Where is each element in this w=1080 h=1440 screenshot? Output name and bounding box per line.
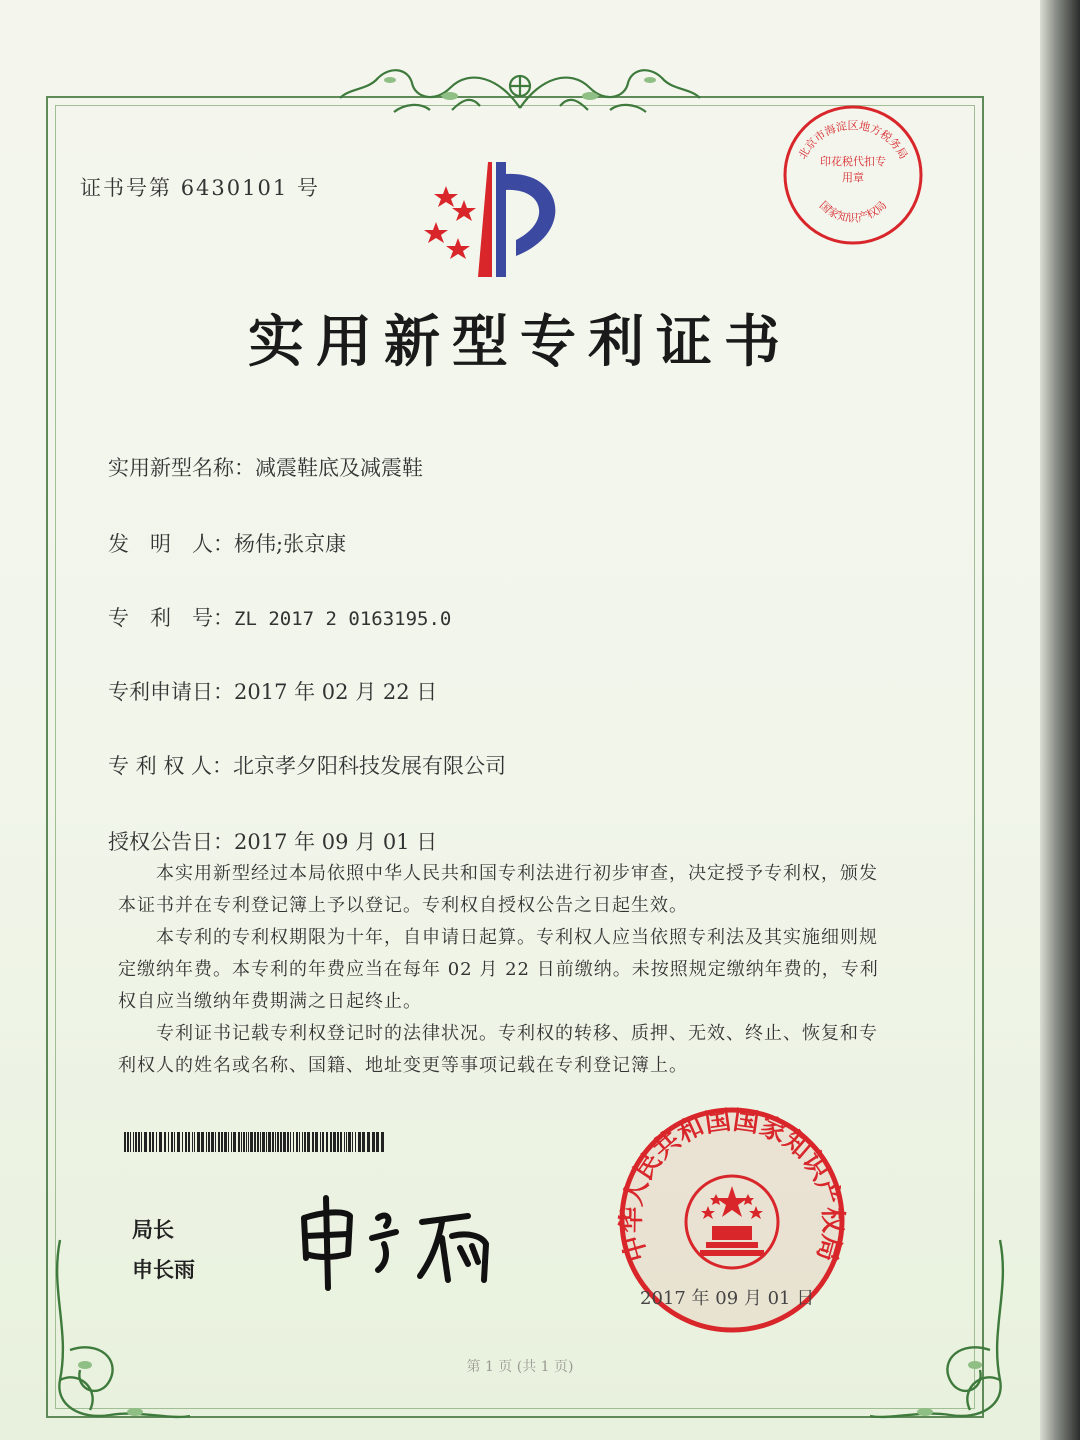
barcode-bar bbox=[159, 1132, 162, 1152]
barcode-bar bbox=[133, 1132, 134, 1152]
barcode-bar bbox=[168, 1132, 169, 1152]
director-signature bbox=[292, 1188, 522, 1298]
barcode-bar bbox=[337, 1132, 339, 1152]
application-date-row bbox=[108, 676, 437, 706]
barcode-bar bbox=[243, 1132, 245, 1152]
barcode-bar bbox=[141, 1132, 142, 1152]
barcode-bar bbox=[346, 1132, 347, 1152]
barcode-bar bbox=[280, 1132, 282, 1152]
barcode-bar bbox=[164, 1132, 166, 1152]
barcode-bar bbox=[206, 1132, 207, 1152]
barcode-bar bbox=[192, 1132, 193, 1152]
grant-date-value: 2017 年 09 月 01 日 bbox=[234, 830, 438, 854]
barcode-bar bbox=[248, 1132, 249, 1152]
tax-seal-bottom-text: 国家知识产权局 bbox=[816, 198, 890, 225]
barcode-bar bbox=[124, 1132, 126, 1152]
barcode-bar bbox=[228, 1132, 229, 1152]
tax-seal-stamp bbox=[780, 102, 926, 248]
barcode-bar bbox=[211, 1132, 214, 1152]
barcode-bar bbox=[358, 1132, 361, 1152]
director-name: 申长雨 bbox=[132, 1258, 195, 1282]
barcode-bar bbox=[182, 1132, 183, 1152]
barcode-bar bbox=[149, 1132, 151, 1152]
certificate-number-suffix: 号 bbox=[296, 176, 320, 200]
tax-seal-center-text: 印花税代扣专用章 bbox=[820, 155, 886, 184]
barcode-bar bbox=[231, 1132, 232, 1152]
svg-text:国家知识产权局 bbox=[817, 199, 889, 225]
barcode-bar bbox=[333, 1132, 336, 1152]
barcode-bar bbox=[344, 1132, 345, 1152]
barcode-bar bbox=[246, 1132, 247, 1152]
barcode-bar bbox=[135, 1132, 137, 1152]
patentee-row bbox=[108, 750, 506, 780]
barcode-bar bbox=[367, 1132, 370, 1152]
patent-number-label: 专 利 号： bbox=[108, 606, 234, 630]
barcode-bar bbox=[372, 1132, 375, 1152]
barcode-bar bbox=[277, 1132, 279, 1152]
barcode-bar bbox=[283, 1132, 286, 1152]
body-paragraph-2: 本专利的专利权期限为十年，自申请日起算。专利权人应当依照专利法及其实施细则规定缴纳年费。本专利的年费应当在每年 02 月 22 日前缴纳。未按照规定缴纳年费的，专利权自应当缴纳年费期满之日起终止。 bbox=[118, 927, 879, 1012]
certificate-number-label: 证书号第 bbox=[80, 176, 172, 200]
barcode-bar bbox=[254, 1132, 256, 1152]
certificate-title: 实用新型专利证书 bbox=[248, 309, 792, 375]
patentee-label: 专 利 权 人： bbox=[108, 754, 234, 778]
barcode bbox=[124, 1132, 386, 1152]
barcode-bar bbox=[352, 1132, 353, 1152]
barcode-bar bbox=[218, 1132, 220, 1152]
barcode-bar bbox=[275, 1132, 276, 1152]
certificate-body-text bbox=[118, 858, 888, 1082]
top-ornament bbox=[320, 58, 720, 120]
binding-edge bbox=[1040, 0, 1080, 1440]
utility-model-name-label: 实用新型名称： bbox=[108, 456, 255, 480]
page-number: 第 1 页 (共 1 页) bbox=[466, 1359, 574, 1375]
barcode-bar bbox=[221, 1132, 223, 1152]
barcode-bar bbox=[127, 1132, 129, 1152]
barcode-bar bbox=[152, 1132, 154, 1152]
grant-date-row bbox=[108, 826, 437, 856]
utility-model-name-row bbox=[108, 452, 423, 482]
barcode-bar bbox=[215, 1132, 216, 1152]
barcode-bar bbox=[290, 1132, 291, 1152]
barcode-bar bbox=[197, 1132, 200, 1152]
barcode-bar bbox=[381, 1132, 384, 1152]
barcode-bar bbox=[208, 1132, 210, 1152]
barcode-bar bbox=[241, 1132, 242, 1152]
barcode-bar bbox=[156, 1132, 157, 1152]
barcode-bar bbox=[272, 1132, 274, 1152]
barcode-bar bbox=[326, 1132, 328, 1152]
barcode-bar bbox=[260, 1132, 261, 1152]
barcode-bar bbox=[362, 1132, 365, 1152]
barcode-bar bbox=[304, 1132, 306, 1152]
application-date-value: 2017 年 02 月 22 日 bbox=[234, 680, 438, 704]
barcode-bar bbox=[138, 1132, 140, 1152]
body-paragraph-1: 本实用新型经过本局依照中华人民共和国专利法进行初步审查，决定授予专利权，颁发本证书并在专利登记簿上予以登记。专利权自授权公告之日起生效。 bbox=[118, 863, 878, 916]
seal-date: 2017 年 09 月 01 日 bbox=[640, 1288, 815, 1309]
barcode-bar bbox=[293, 1132, 294, 1152]
bottom-right-ornament bbox=[860, 1230, 1020, 1430]
seal-ring-text: 中华人民共和国国家知识产权局 bbox=[616, 1105, 848, 1265]
barcode-bar bbox=[177, 1132, 180, 1152]
barcode-bar bbox=[315, 1132, 318, 1152]
barcode-bar bbox=[233, 1132, 236, 1152]
barcode-bar bbox=[144, 1132, 147, 1152]
barcode-bar bbox=[312, 1132, 314, 1152]
certificate-number-value: 6430101 bbox=[180, 176, 289, 200]
barcode-bar bbox=[355, 1132, 356, 1152]
barcode-bar bbox=[348, 1132, 351, 1152]
patent-number-row bbox=[108, 602, 451, 632]
barcode-bar bbox=[299, 1132, 300, 1152]
inventor-label: 发 明 人： bbox=[108, 532, 234, 556]
barcode-bar bbox=[266, 1132, 267, 1152]
barcode-bar bbox=[320, 1132, 321, 1152]
application-date-label: 专利申请日： bbox=[108, 680, 234, 704]
barcode-bar bbox=[224, 1132, 227, 1152]
barcode-bar bbox=[287, 1132, 289, 1152]
patent-office-logo bbox=[412, 152, 582, 282]
barcode-bar bbox=[257, 1132, 259, 1152]
inventor-row bbox=[108, 528, 346, 558]
barcode-bar bbox=[174, 1132, 175, 1152]
barcode-bar bbox=[307, 1132, 310, 1152]
body-paragraph-3: 专利证书记载专利权登记时的法律状况。专利权的转移、质押、无效、终止、恢复和专利权人的姓名或名称、国籍、地址变更等事项记载在专利登记簿上。 bbox=[118, 1023, 878, 1076]
barcode-bar bbox=[201, 1132, 204, 1152]
barcode-bar bbox=[268, 1132, 271, 1152]
barcode-bar bbox=[296, 1132, 298, 1152]
barcode-bar bbox=[238, 1132, 240, 1152]
barcode-bar bbox=[171, 1132, 173, 1152]
barcode-bar bbox=[322, 1132, 324, 1152]
barcode-bar bbox=[376, 1132, 379, 1152]
barcode-bar bbox=[302, 1132, 303, 1152]
barcode-bar bbox=[185, 1132, 187, 1152]
inventor-value: 杨伟;张京康 bbox=[234, 532, 347, 556]
certificate-number bbox=[80, 172, 320, 202]
barcode-bar bbox=[188, 1132, 190, 1152]
barcode-bar bbox=[340, 1132, 342, 1152]
tax-seal-ring-text: 北京市海淀区地方税务局 bbox=[795, 119, 911, 162]
barcode-bar bbox=[262, 1132, 265, 1152]
barcode-bar bbox=[130, 1132, 131, 1152]
director-title: 局长 bbox=[132, 1218, 174, 1242]
patent-number-value: ZL 2017 2 0163195.0 bbox=[234, 608, 452, 630]
utility-model-name-value: 减震鞋底及减震鞋 bbox=[255, 456, 423, 480]
barcode-bar bbox=[250, 1132, 253, 1152]
patentee-value: 北京孝夕阳科技发展有限公司 bbox=[233, 754, 507, 778]
barcode-bar bbox=[330, 1132, 332, 1152]
grant-date-label: 授权公告日： bbox=[108, 830, 234, 854]
barcode-bar bbox=[194, 1132, 195, 1152]
